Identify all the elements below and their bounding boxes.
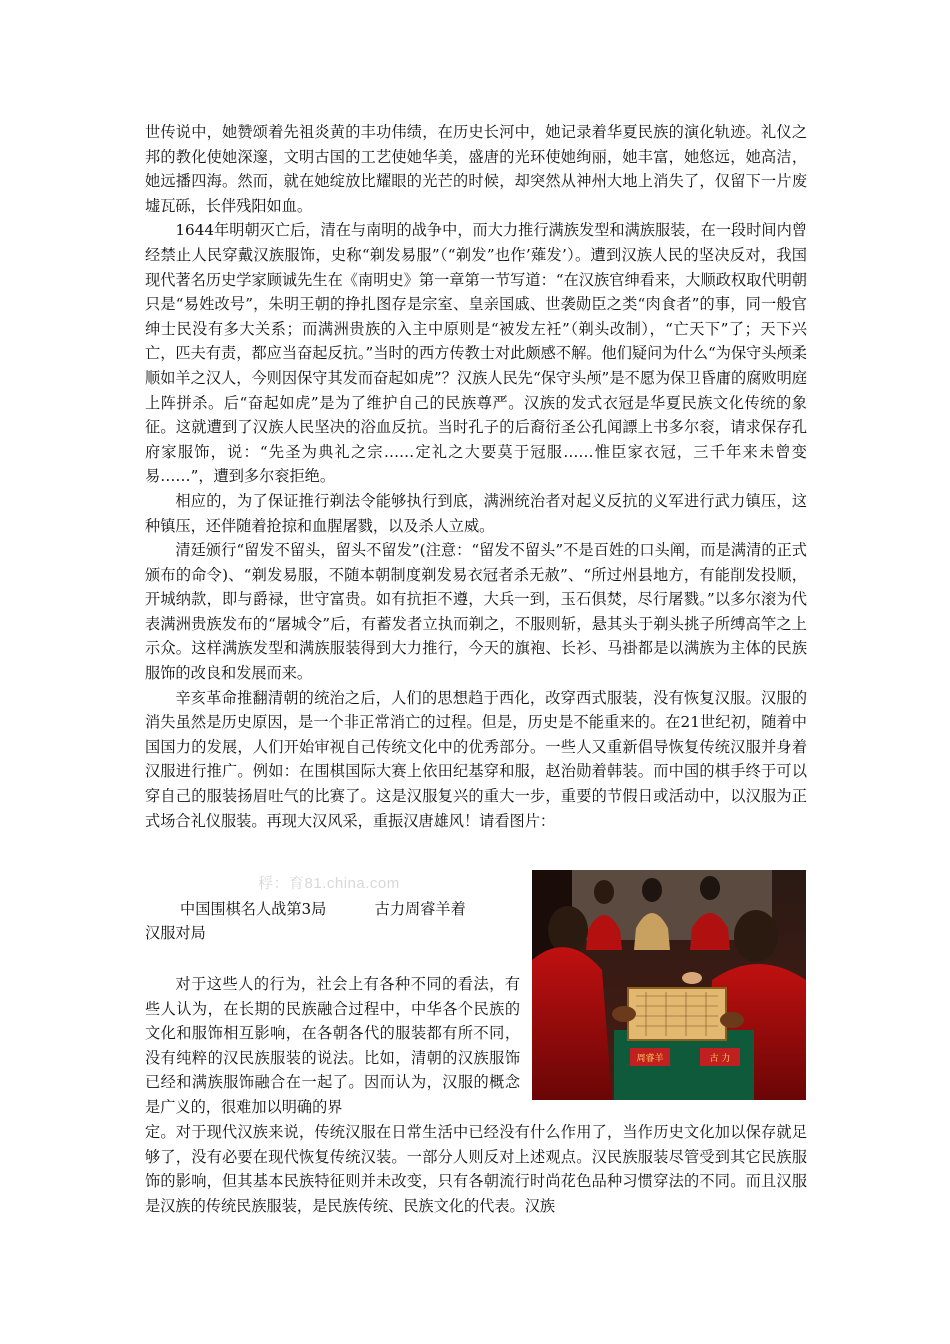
photo-caption-line1: 中国围棋名人战第3局 古力周睿羊着 bbox=[180, 900, 466, 918]
paragraph-4: 清廷颁行“留发不留头，留头不留发”(注意：“留发不留头”不是百姓的口头阐，而是满清的正式颁布的命令)、“剃发易服，不随本朝制度剃发易衣冠者杀无赦”、“所过州县地方，有能削发投顺，开城纳款，即与爵禄，世守富贵。如有抗拒不遵，大兵一到，玉石俱焚，尽行屠戮。”以多尔滚为代表满洲贵族发布的“屠城令”后，有蓄发者立执而剃之，不服则斩，悬其头于剃头挑子所缚高竿之上示众。这样满族发型和满族服装得到大力推行，今天的旗袍、长衫、马褂都是以满族为主体的民族服饰的改良和发展而来。 bbox=[145, 541, 807, 683]
paragraph-5: 辛亥革命推翻清朝的统治之后，人们的思想趋于西化，改穿西式服装，没有恢复汉服。汉服的消失虽然是历史原因，是一个非正常消亡的过程。但是，历史是不能重来的。在21世纪初，随着中国国力的发展，人们开始审视自己传统文化中的优秀部分。一些人又重新倡导恢复传统汉服并身着汉服进行推广。例如：在围棋国际大赛上依田纪基穿和服，赵治勋着韩装。而中国的棋手终于可以穿自己的服装扬眉吐气的比赛了。这是汉服复兴的重大一步，重要的节假日或活动中，以汉服为正式场合礼仪服装。再现大汉风采，重振汉唐雄风！请看图片： bbox=[145, 688, 807, 830]
document-body bbox=[145, 120, 807, 833]
paragraph-3: 相应的，为了保证推行剃法令能够执行到底，满洲统治者对起义反抗的义军进行武力镇压，这种镇压，还伴随着抢掠和血腥屠戮，以及杀人立威。 bbox=[145, 491, 807, 535]
go-match-illustration bbox=[532, 870, 806, 1100]
paragraph-1: 世传说中，她赞颂着先祖炎黄的丰功伟绩，在历史长河中，她记录着华夏民族的演化轨迹。礼仪之邦的教化使她深邃，文明古国的工艺使她华美，盛唐的光环使她绚丽，她丰富，她悠远，她高洁，她远播四海。然而，就在她绽放比耀眼的光芒的时候，却突然从神州大地上消失了，仅留下一片废墟瓦砾，长伴残阳如血。 bbox=[145, 123, 807, 215]
paragraph-6: 对于这些人的行为，社会上有各种不同的看法，有些人认为，在长期的民族融合过程中，中华各个民族的文化和服饰相互影响，在各朝各代的服装都有所不同，没有纯粹的汉民族服装的说法。比如，清朝的汉族服饰已经和满族服饰融合在一起了。因而认为，汉服的概念是广义的，很难加以明确的界 bbox=[145, 975, 520, 1116]
wrapped-paragraph-block bbox=[145, 972, 520, 1120]
photo-caption-line2: 汉服对局 bbox=[145, 924, 206, 942]
photo-label-left: 周睿羊 bbox=[636, 1054, 664, 1064]
paragraph-7: 定。对于现代汉族来说，传统汉服在日常生活中已经没有什么作用了，当作历史文化加以保存就足够了，没有必要在现代恢复传统汉装。一部分人则反对上述观点。汉民族服装尽管受到其它民族服饰的影响，但其基本民族特征则并未改变，只有各朝流行时尚花色品种习惯穿法的不同。而且汉服是汉族的传统民族服装，是民族传统、民族文化的代表。汉族 bbox=[145, 1123, 807, 1215]
paragraph-2: 1644年明朝灭亡后，清在与南明的战争中，而大力推行满族发型和满族服装，在一段时间内曾经禁止人民穿戴汉族服饰，史称“剃发易服”（“剃发”也作’薙发’）。遭到汉族人民的坚决反对，我国现代著名历史学家顾诚先生在《南明史》第一章第一节写道：“在汉族官绅看来，大顺政权取代明朝只是“易姓改号”，朱明王朝的挣扎图存是宗室、皇亲国戚、世袭勋臣之类“肉食者”的事，同一般官绅士民没有多大关系；而满洲贵族的入主中原则是“被发左衽”（剃头改制），“亡天下”了；天下兴亡，匹夫有责，都应当奋起反抗。”当时的西方传教士对此颇感不解。他们疑问为什么“为保守头颅柔顺如羊之汉人，今则因保守其发而奋起如虎”？汉族人民先“保守头颅”是不愿为保卫昏庸的腐败明庭上阵拼杀。后“奋起如虎”是为了维护自己的民族尊严。汉族的发式衣冠是华夏民族文化传统的象征。这就遭到了汉族人民坚决的浴血反抗。当时孔子的后裔衍圣公孔闻謤上书多尔衮，请求保存孔府家服饰，说：“先圣为典礼之宗……定礼之大要莫于冠服……惟臣家衣冠，三千年来未曾变易……”，遭到多尔衮拒绝。 bbox=[145, 221, 807, 486]
photo-label-right: 古 力 bbox=[709, 1054, 731, 1064]
go-match-photo bbox=[532, 870, 806, 1100]
continued-paragraph-block bbox=[145, 1120, 807, 1218]
watermark-text: 稃：育81.china.com bbox=[258, 875, 400, 892]
